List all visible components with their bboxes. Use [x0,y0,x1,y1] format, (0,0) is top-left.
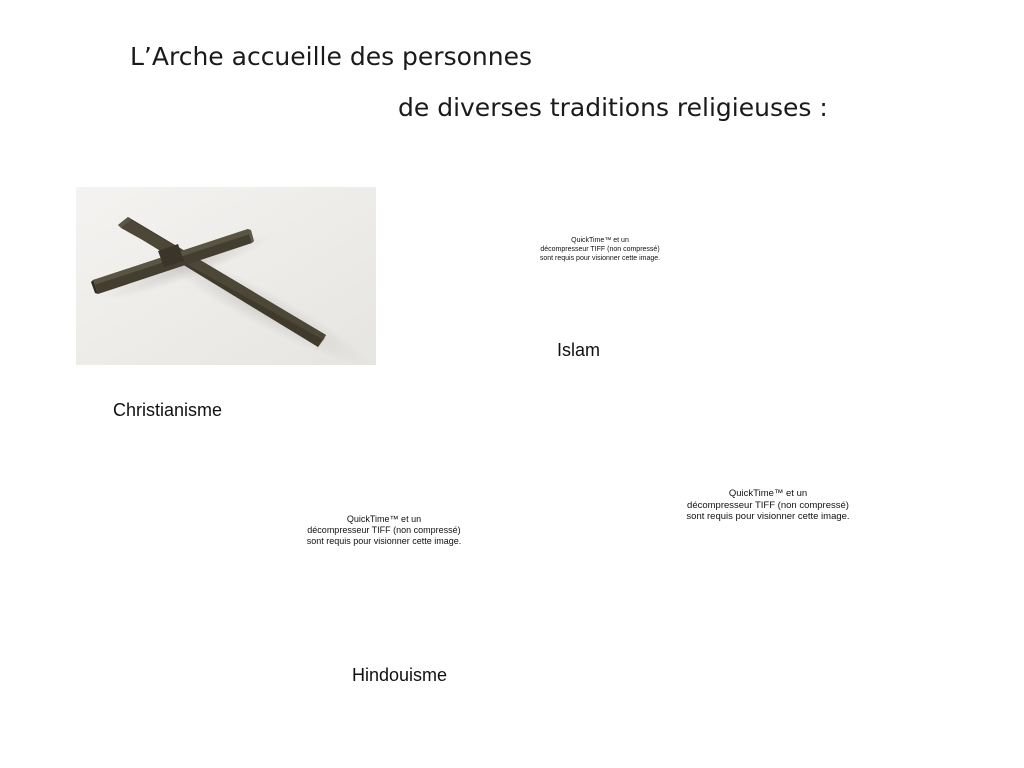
placeholder-line: sont requis pour visionner cette image. [686,511,850,522]
cross-photo-icon [76,187,376,365]
right-image-placeholder [666,488,870,523]
hinduism-image-placeholder [284,514,484,547]
placeholder-line: décompresseur TIFF (non compressé) [687,499,849,511]
slide-title-line-2: de diverses traditions religieuses : [398,93,828,122]
placeholder-line: QuickTime™ et un [346,514,422,524]
placeholder-line: QuickTime™ et un [728,488,808,499]
hinduism-caption: Hindouisme [352,665,448,685]
placeholder-line: décompresseur TIFF (non compressé) [540,246,660,253]
slide-title-line-1: L’Arche accueille des personnes [130,42,532,71]
islam-caption: Islam [557,340,601,360]
christianity-caption: Christianisme [113,400,223,420]
placeholder-line: sont requis pour visionner cette image. [539,255,661,262]
christianity-cross-image [76,187,376,365]
islam-image-placeholder [520,236,680,263]
placeholder-line: sont requis pour visionner cette image. [306,536,462,546]
placeholder-line: QuickTime™ et un [571,237,629,244]
placeholder-line: décompresseur TIFF (non compressé) [307,525,461,535]
